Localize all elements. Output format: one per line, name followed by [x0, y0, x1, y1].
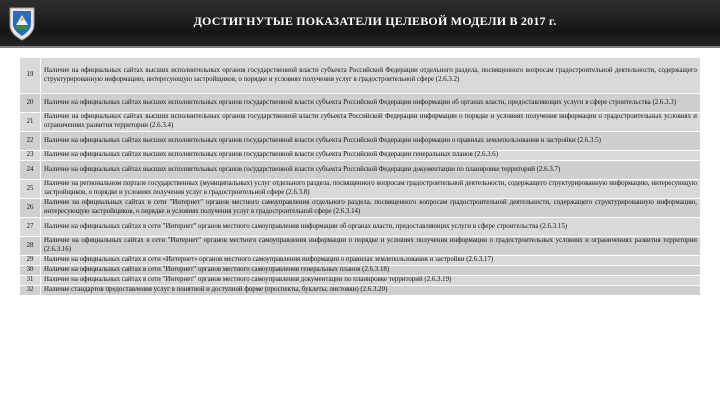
row-text: Наличие на официальных сайтах в сети "Интернет" органов местного самоуправления информации о порядке и условиях получения информации о градостроительных условиях и ограничениях развития территории (2.6.3.16): [41, 237, 701, 256]
indicators-table: [19, 57, 701, 296]
row-number: 26: [20, 199, 41, 218]
row-text: Наличие на официальных сайтах в сети «Интернет» органов местного самоуправления информации о правилах землепользования и застройки (2.6.3.17): [41, 256, 701, 266]
row-text: Наличие на официальных сайтах высших исполнительных органов государственной власти субъекта Российской Федерации генеральных планов (2.6.3.6): [41, 151, 701, 161]
table-row: [20, 58, 701, 94]
table-row: [20, 218, 701, 237]
table-row: [20, 199, 701, 218]
row-number: 21: [20, 113, 41, 132]
row-text: Наличие стандартов предоставления услуг в понятной и доступной форме (проспекты, буклеты, листовки) (2.6.3.20): [41, 286, 701, 296]
row-text: Наличие на региональном портале государственных (муниципальных) услуг отдельного раздела, посвященного вопросам градостроительной деятельности, содержащего структурированную информацию, интересующую застройщиков, о порядке и условиях получения услуг в градостроительной сфере (2.6.3.8): [41, 180, 701, 199]
page-title: ДОСТИГНУТЫЕ ПОКАЗАТЕЛИ ЦЕЛЕВОЙ МОДЕЛИ В 2017 г.: [193, 14, 557, 28]
row-text: Наличие на официальных сайтах в сети "Интернет" органов местного самоуправления документации по планировке территорий (2.6.3.19): [41, 276, 701, 286]
table-row: [20, 266, 701, 276]
row-number: 25: [20, 180, 41, 199]
row-text: Наличие на официальных сайтах в сети "Интернет" органов местного самоуправления генеральных планов (2.6.3.18): [41, 266, 701, 276]
row-text: Наличие на официальных сайтах высших исполнительных органов государственной власти субъекта Российской Федерации документации по планировке территорий (2.6.3.7): [41, 161, 701, 180]
table-row: [20, 286, 701, 296]
table-row: [20, 113, 701, 132]
row-number: 24: [20, 161, 41, 180]
row-text: Наличие на официальных сайтах высших исполнительных органов государственной власти субъекта Российской Федерации информации об органах власти, предоставляющих услуги в сфере строительства (2.6.3.3): [41, 94, 701, 113]
table-row: [20, 161, 701, 180]
table-row: [20, 132, 701, 151]
row-number: 28: [20, 237, 41, 256]
row-text: Наличие на официальных сайтах высших исполнительных органов государственной власти субъекта Российской Федерации информации о порядке и условиях получения информации о градостроительных условиях и ограничениях развития территории (2.6.3.4): [41, 113, 701, 132]
row-number: 20: [20, 94, 41, 113]
row-text: Наличие на официальных сайтах высших исполнительных органов государственной власти субъекта Российской Федерации отдельного раздела, посвященного вопросам градостроительной деятельности, содержащего структурированную информацию, интересующую застройщиков, о порядке и условиях получения услуг в градостроительной сфере (2.6.3.2): [41, 58, 701, 94]
row-number: 32: [20, 286, 41, 296]
row-text: Наличие на официальных сайтах в сети "Интернет" органов местного самоуправления отдельного раздела, посвященного вопросам градостроительной деятельности, содержащего структурированную информацию, интересующую застройщиков, о порядке и условиях получения услуг в градостроительной сфере (2.6.3.14): [41, 199, 701, 218]
table-row: [20, 276, 701, 286]
table-row: [20, 256, 701, 266]
row-number: 19: [20, 58, 41, 94]
row-text: Наличие на официальных сайтах в сети "Интернет" органов местного самоуправления информации об органах власти, предоставляющих услуги в сфере строительства (2.6.3.15): [41, 218, 701, 237]
row-text: Наличие на официальных сайтах высших исполнительных органов государственной власти субъекта Российской Федерации информации о правилах землепользования и застройки (2.6.3.5): [41, 132, 701, 151]
coat-of-arms-icon: [6, 5, 38, 41]
row-number: 30: [20, 266, 41, 276]
row-number: 29: [20, 256, 41, 266]
header-bar: [0, 0, 720, 48]
table-row: [20, 237, 701, 256]
row-number: 31: [20, 276, 41, 286]
row-number: 23: [20, 151, 41, 161]
table-row: [20, 94, 701, 113]
table-row: [20, 151, 701, 161]
row-number: 27: [20, 218, 41, 237]
table-row: [20, 180, 701, 199]
row-number: 22: [20, 132, 41, 151]
